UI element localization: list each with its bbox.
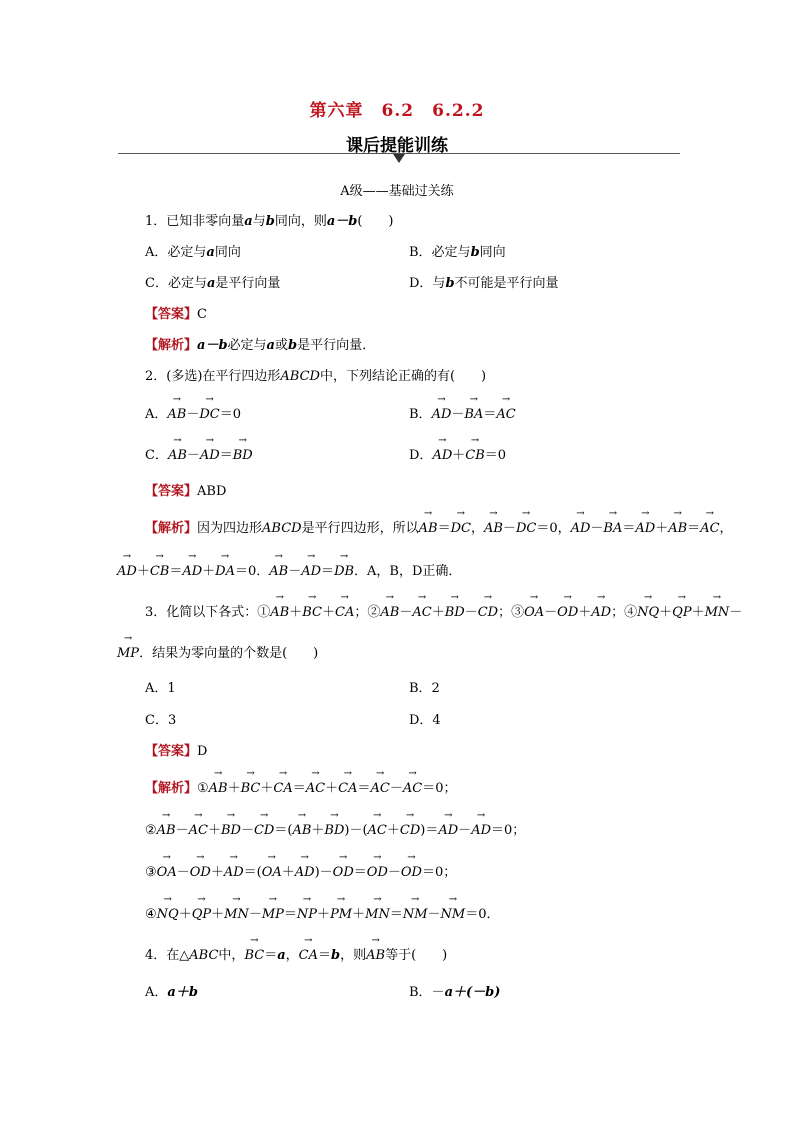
vector-ad: → AD: [635, 520, 655, 538]
q3-analysis-1: 【解析】①→ AB＋→ BC＋→ CA＝→ AC＋→ CA＝→ AC－→ AC＝0；: [145, 780, 456, 798]
vector-nm: → NM: [441, 906, 466, 924]
vector-ac: → AC: [306, 780, 325, 798]
vector-ad: → AD: [471, 822, 491, 840]
vector-ab: → AB: [209, 780, 228, 798]
vector-dc: → DC: [199, 406, 219, 424]
q2-stem: 2．(多选)在平行四边形ABCD中，下列结论正确的有( ): [145, 369, 487, 384]
vector-ba: → BA: [464, 406, 483, 424]
vector-ad: → AD: [432, 447, 452, 465]
q3-analysis-2: ②→ AB－→ AC＋→ BD－→ CD＝(→ AB＋→ BD)－(→ AC＋→ CD)＝→ AD－→ AD＝0；: [145, 822, 525, 840]
vector-ab: → AB: [292, 822, 311, 840]
vector-ad: → AD: [182, 563, 202, 581]
vector-nq: → NQ: [637, 604, 659, 622]
vector-ab: → AB: [668, 520, 687, 538]
q2-option-a: A．→ AB－→ DC＝0: [145, 406, 241, 424]
vector-cb: → CB: [465, 447, 485, 465]
q1-option-a: A．必定与a同向: [145, 245, 241, 260]
vector-cd: → CD: [400, 822, 420, 840]
vector-ab: → AB: [380, 604, 399, 622]
vector-ca: → CA: [273, 780, 292, 798]
vector-od: → OD: [333, 864, 354, 882]
vector-nm: → NM: [403, 906, 428, 924]
vector-dc: → DC: [451, 520, 471, 538]
q1-option-b: B．必定与b同向: [409, 245, 506, 260]
vector-ab: → AB: [419, 520, 438, 538]
q3-stem-line2: → MP．结果为零向量的个数是( ): [117, 645, 318, 663]
q1-stem: 1．已知非零向量a与b同向，则a－b( ): [145, 214, 394, 229]
q3-analysis-3: ③→ OA－→ OD＋→ AD＝(→ OA＋→ AD)－→ OD＝→ OD－→ OD＝0；: [145, 864, 456, 882]
rule-triangle-icon: [393, 154, 405, 163]
vector-od: → OD: [401, 864, 422, 882]
page-subtitle: 课后提能训练: [346, 136, 448, 156]
vector-ad: → AD: [200, 447, 220, 465]
vector-mp: → MP: [117, 645, 139, 663]
vector-ac: → AC: [403, 780, 422, 798]
vector-bd: → BD: [233, 447, 253, 465]
q1-option-c: C．必定与a是平行向量: [145, 276, 281, 291]
vector-ab: → AB: [484, 520, 503, 538]
q1-answer: 【答案】C: [145, 307, 207, 322]
vector-ac: → AC: [496, 406, 515, 424]
vector-bd: → BD: [445, 604, 465, 622]
vector-ab: → AB: [366, 947, 385, 965]
vector-qp: → QP: [192, 906, 211, 924]
vector-ad: → AD: [571, 520, 591, 538]
vector-mp: → MP: [262, 906, 284, 924]
section-heading: A级——基础过关练: [340, 184, 454, 199]
vector-cb: → CB: [150, 563, 170, 581]
vector-ab: → AB: [157, 822, 176, 840]
q3-stem-line1: 3．化简以下各式：①→ AB＋→ BC＋→ CA；②→ AB－→ AC＋→ BD－→ CD；③→ OA－→ OD＋→ AD；④→ NQ＋→ QP＋→ MN－: [145, 604, 742, 622]
q4-stem: 4．在△ABC中，→ BC＝a，→ CA＝b，则→ AB等于( ): [145, 947, 447, 965]
vector-od: → OD: [557, 604, 578, 622]
q4-option-a: A．a＋b: [145, 985, 198, 1000]
vector-cd: → CD: [478, 604, 498, 622]
vector-da: → DA: [215, 563, 235, 581]
vector-np: → NP: [297, 906, 317, 924]
vector-db: → DB: [334, 563, 354, 581]
chapter-title: 第六章 6.2 6.2.2: [309, 101, 485, 121]
vector-ad: → AD: [117, 563, 137, 581]
vector-ad: → AD: [301, 563, 321, 581]
q3-answer: 【答案】D: [145, 744, 208, 759]
q2-analysis-line2: → AD＋→ CB＝→ AD＋→ DA＝0．→ AB－→ AD＝→ DB．A，B，D正确．: [117, 563, 461, 581]
vector-bc: → BC: [302, 604, 322, 622]
q1-analysis: 【解析】a－b必定与a或b是平行向量．: [145, 338, 376, 353]
q3-option-a: A．1: [145, 681, 176, 696]
q3-analysis-4: ④→ NQ＋→ QP＋→ MN－→ MP＝→ NP＋→ PM＋→ MN＝→ NM－→ NM＝0．: [145, 906, 500, 924]
vector-cd: → CD: [254, 822, 274, 840]
vector-pm: → PM: [330, 906, 352, 924]
vector-mn: → MN: [224, 906, 249, 924]
q2-option-d: D．→ AD＋→ CB＝0: [409, 447, 506, 465]
q1-option-d: D．与b不可能是平行向量: [409, 276, 559, 291]
vector-od: → OD: [190, 864, 211, 882]
vector-bc: → BC: [241, 780, 261, 798]
vector-ab: → AB: [270, 604, 289, 622]
vector-ad: → AD: [438, 822, 458, 840]
vector-ac: → AC: [700, 520, 719, 538]
vector-nq: → NQ: [157, 906, 179, 924]
q4-option-b: B．－a＋(－b): [409, 985, 501, 1000]
q2-answer: 【答案】ABD: [145, 484, 227, 499]
vector-ba: → BA: [603, 520, 622, 538]
vector-ab: → AB: [269, 563, 288, 581]
vector-dc: → DC: [516, 520, 536, 538]
vector-ac: → AC: [189, 822, 208, 840]
vector-ad: → AD: [591, 604, 611, 622]
vector-qp: → QP: [672, 604, 691, 622]
vector-bd: → BD: [324, 822, 344, 840]
q3-option-b: B．2: [409, 681, 440, 696]
q2-option-b: B．→ AD－→ BA＝→ AC: [409, 406, 516, 424]
vector-ad: → AD: [432, 406, 452, 424]
vector-ca: → CA: [335, 604, 354, 622]
vector-oa: → OA: [157, 864, 177, 882]
vector-ad: → AD: [295, 864, 315, 882]
vector-ca: → CA: [338, 780, 357, 798]
vector-bd: → BD: [221, 822, 241, 840]
vector-ac: → AC: [412, 604, 431, 622]
q3-option-c: C．3: [145, 713, 177, 728]
q2-analysis-line1: 【解析】因为四边形ABCD是平行四边形，所以→ AB＝→ DC，→ AB－→ DC＝0，→ AD－→ BA＝→ AD＋→ AB＝→ AC，: [145, 520, 733, 538]
vector-ab: → AB: [167, 406, 186, 424]
vector-bc: → BC: [244, 947, 264, 965]
vector-ac: → AC: [368, 822, 387, 840]
vector-mn: → MN: [365, 906, 390, 924]
vector-oa: → OA: [524, 604, 544, 622]
vector-ca: → CA: [299, 947, 318, 965]
vector-ab: → AB: [168, 447, 187, 465]
vector-mn: → MN: [705, 604, 730, 622]
vector-ac: → AC: [370, 780, 389, 798]
vector-od: → OD: [367, 864, 388, 882]
q2-option-c: C．→ AB－→ AD＝→ BD: [145, 447, 253, 465]
vector-oa: → OA: [262, 864, 282, 882]
vector-ad: → AD: [224, 864, 244, 882]
q3-option-d: D．4: [409, 713, 441, 728]
